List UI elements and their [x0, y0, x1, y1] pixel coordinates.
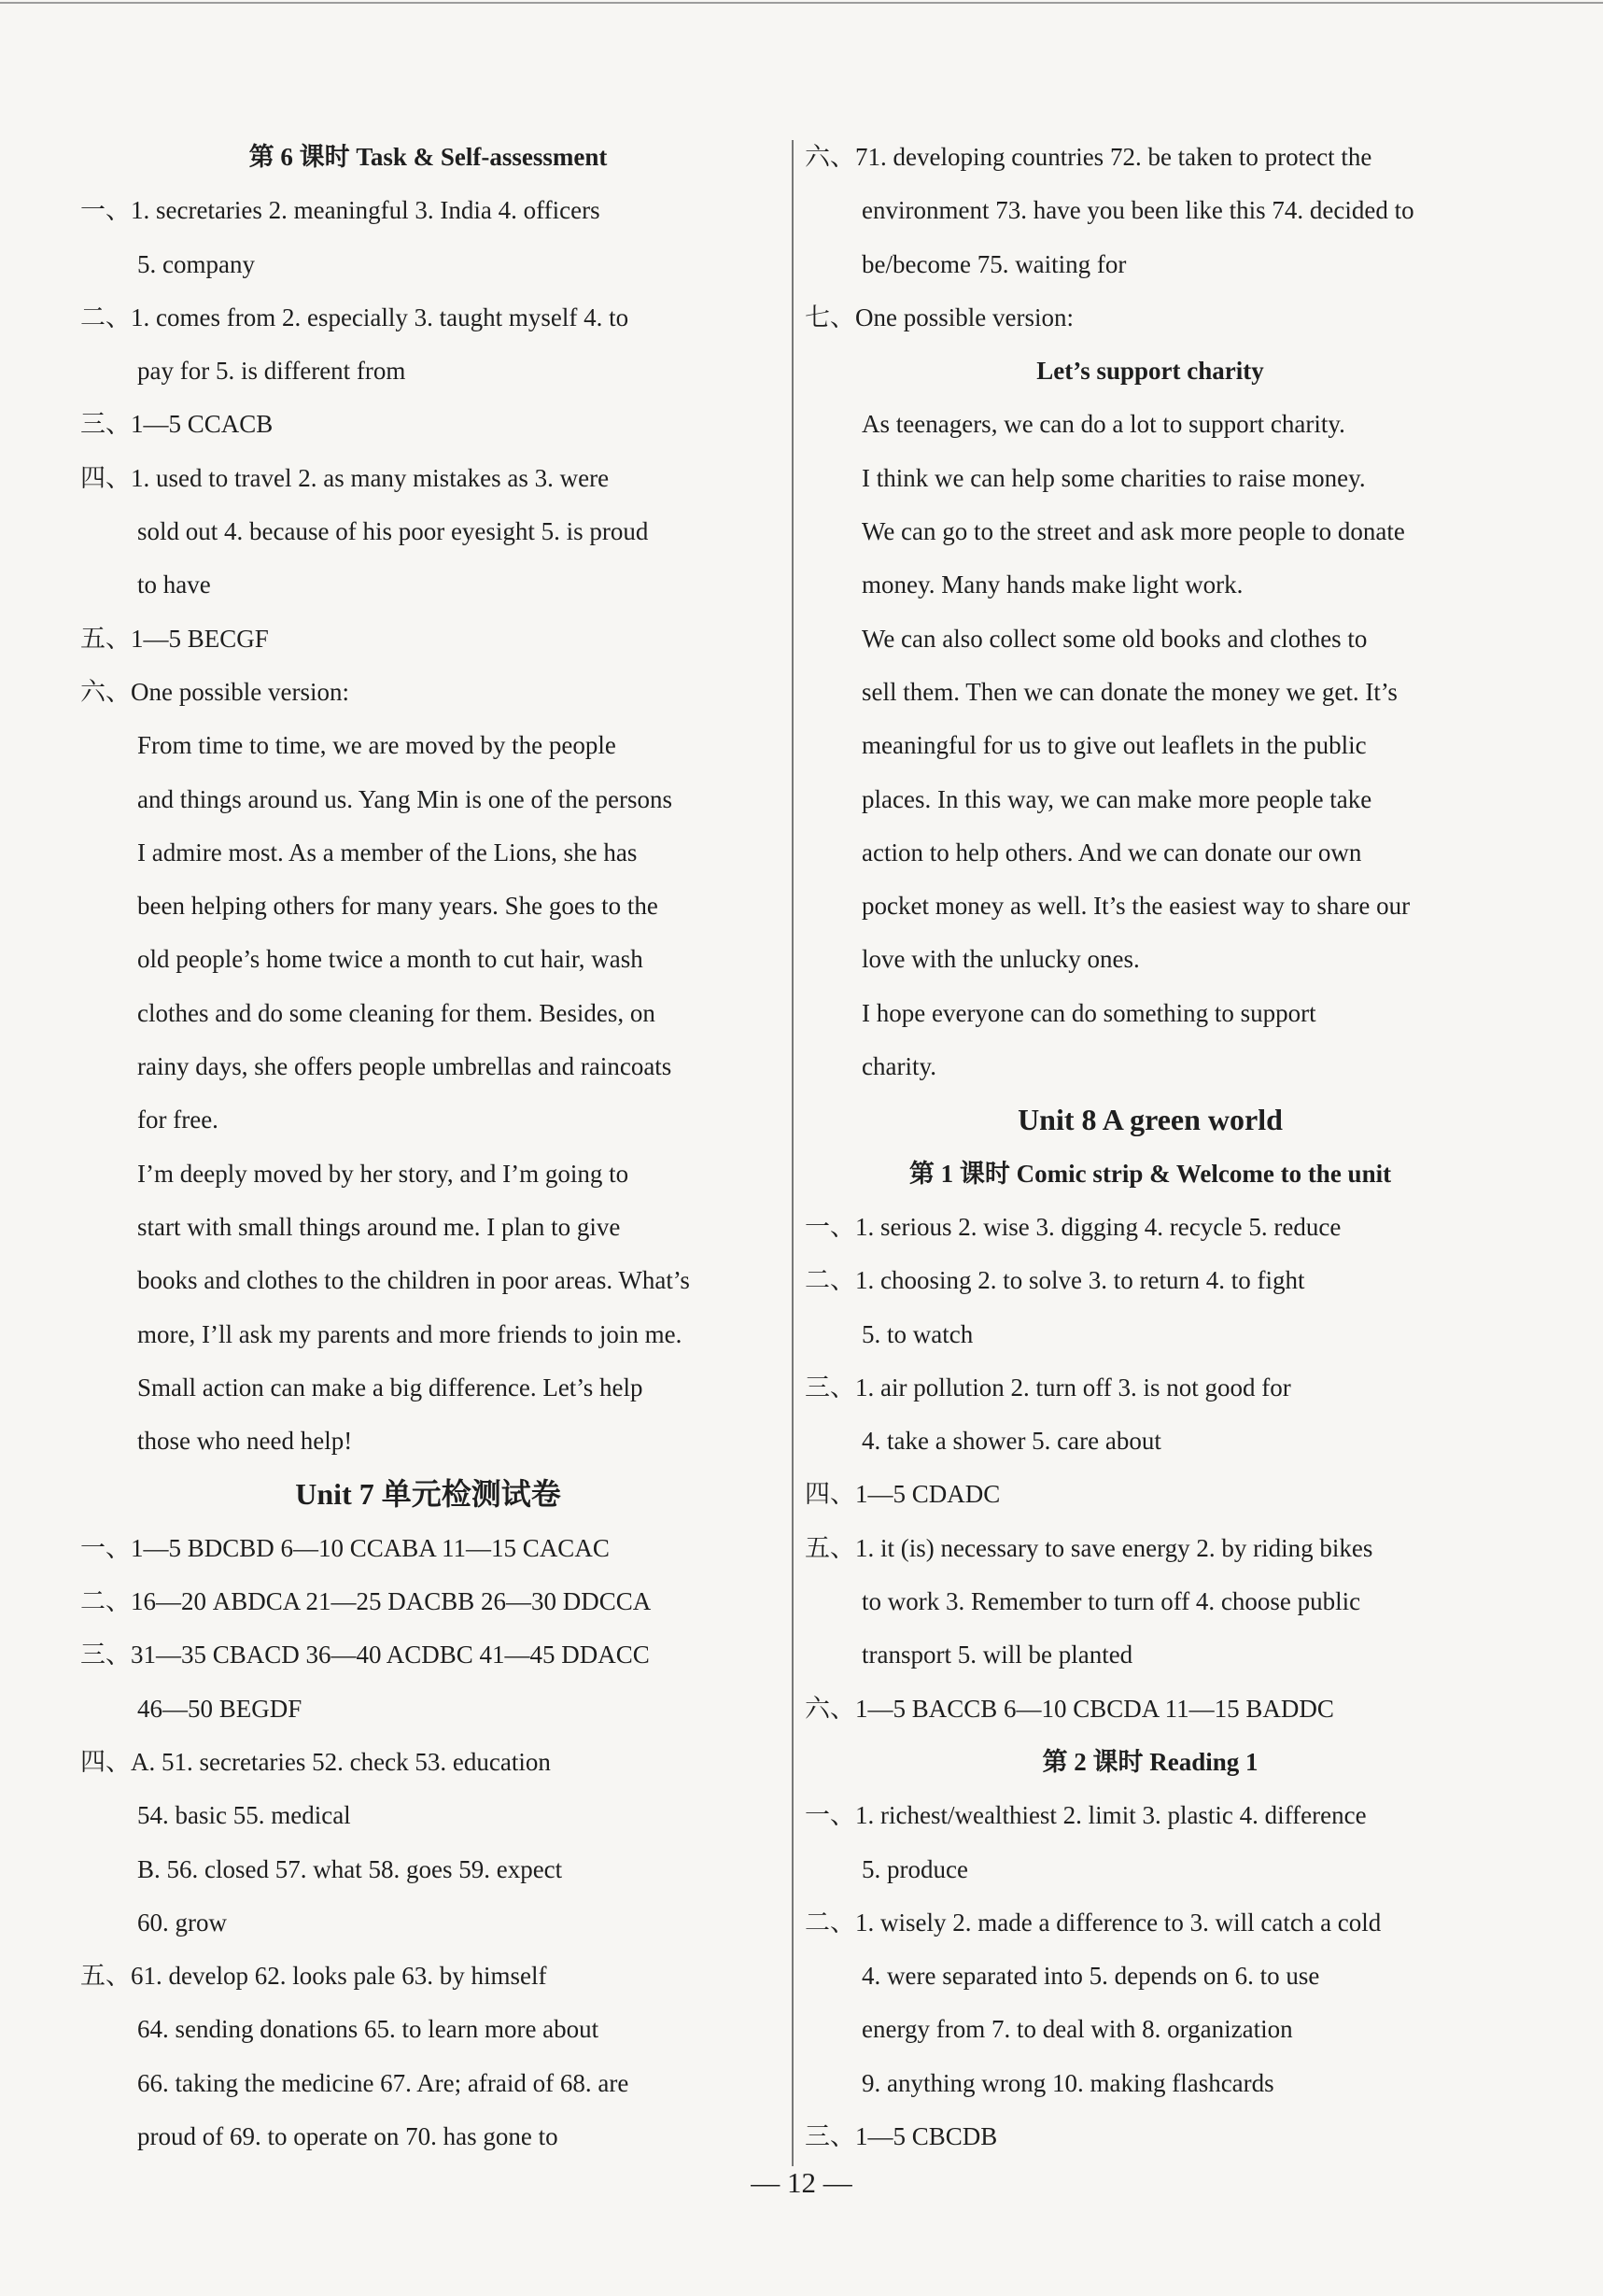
left-line: [80, 1950, 776, 2003]
line-text: clothes and do some cleaning for them. Besides, on: [137, 998, 655, 1027]
line-text: and things around us. Yang Min is one of the persons: [137, 784, 672, 813]
right-line: [805, 2110, 1496, 2163]
right-line: [805, 291, 1496, 345]
line-text: old people’s home twice a month to cut hair, wash: [137, 945, 643, 974]
line-text: pocket money as well. It’s the easiest way to share our: [862, 892, 1411, 921]
line-text: B. 56. closed 57. what 58. goes 59. expect: [137, 1854, 563, 1883]
left-line: [80, 1148, 776, 1201]
line-text: meaningful for us to give out leaflets in the public: [862, 731, 1367, 760]
top-border: [0, 2, 1603, 4]
left-line: [80, 826, 776, 880]
left-line: [80, 558, 776, 612]
left-line: [80, 613, 776, 666]
line-text: been helping others for many years. She goes to the: [137, 892, 658, 921]
line-text: 46—50 BEGDF: [137, 1694, 302, 1723]
line-text: 60. grow: [137, 1908, 227, 1937]
right-line: [805, 452, 1496, 505]
left-line: [80, 773, 776, 826]
line-text: transport 5. will be planted: [862, 1641, 1133, 1669]
left-line: [80, 345, 776, 398]
line-text: Let’s support charity: [1036, 357, 1264, 386]
right-line: [805, 2003, 1496, 2056]
line-text: energy from 7. to deal with 8. organization: [862, 2015, 1293, 2044]
left-line: [80, 238, 776, 291]
line-text: 三、31—35 CBACD 36—40 ACDBC 41—45 DDACC: [80, 1641, 650, 1669]
right-line: [805, 826, 1496, 880]
left-line: [80, 1628, 776, 1682]
right-line: [805, 1040, 1496, 1093]
line-text: 四、1—5 CDADC: [805, 1480, 1001, 1509]
line-text: 五、1. it (is) necessary to save energy 2. by riding bikes: [805, 1533, 1373, 1562]
line-text: 二、1. choosing 2. to solve 3. to return 4. to fight: [805, 1266, 1305, 1295]
right-line: [805, 666, 1496, 719]
right-line: [805, 719, 1496, 772]
left-line: [80, 291, 776, 345]
left-line: [80, 1254, 776, 1307]
left-line: [80, 2057, 776, 2110]
right-line: [805, 613, 1496, 666]
right-line: [805, 1468, 1496, 1521]
right-line: [805, 184, 1496, 237]
right-line: [805, 1361, 1496, 1415]
left-line: [80, 1683, 776, 1736]
right-column: [805, 131, 1496, 2163]
line-text: Unit 8 A green world: [1018, 1103, 1283, 1137]
right-line: [805, 1789, 1496, 1842]
right-line: [805, 1254, 1496, 1307]
line-text: 六、71. developing countries 72. be taken to protect the: [805, 143, 1372, 171]
line-text: I hope everyone can do something to support: [862, 998, 1316, 1027]
line-text: charity.: [862, 1052, 936, 1081]
line-text: action to help others. And we can donate our own: [862, 838, 1362, 866]
right-line: [805, 1575, 1496, 1628]
left-line: [80, 1789, 776, 1842]
right-line: [805, 505, 1496, 558]
line-text: environment 73. have you been like this 74. decided to: [862, 196, 1414, 225]
line-text: As teenagers, we can do a lot to support charity.: [862, 410, 1345, 439]
left-line: [80, 1093, 776, 1147]
line-text: 三、1—5 CBCDB: [805, 2121, 998, 2150]
line-text: I think we can help some charities to raise money.: [862, 463, 1366, 492]
right-line: [805, 1896, 1496, 1950]
line-text: 54. basic 55. medical: [137, 1801, 351, 1830]
right-line: [805, 345, 1496, 398]
right-line: [805, 238, 1496, 291]
right-line: [805, 1201, 1496, 1254]
line-text: 第 6 课时 Task & Self-assessment: [248, 143, 608, 171]
line-text: 四、1. used to travel 2. as many mistakes as 3. were: [80, 463, 610, 492]
left-line: [80, 880, 776, 933]
column-divider: [792, 140, 794, 2166]
right-line: [805, 1843, 1496, 1896]
right-line: [805, 2057, 1496, 2110]
line-text: books and clothes to the children in poor areas. What’s: [137, 1266, 690, 1295]
line-text: 二、1. comes from 2. especially 3. taught myself 4. to: [80, 303, 629, 331]
line-text: pay for 5. is different from: [137, 357, 406, 386]
line-text: to have: [137, 570, 211, 599]
right-line: [805, 773, 1496, 826]
line-text: 5. produce: [862, 1854, 968, 1883]
line-text: 六、One possible version:: [80, 677, 349, 706]
line-text: I’m deeply moved by her story, and I’m going to: [137, 1159, 629, 1188]
line-text: start with small things around me. I plan to give: [137, 1212, 621, 1241]
line-text: 第 2 课时 Reading 1: [1042, 1747, 1258, 1776]
line-text: sell them. Then we can donate the money we get. It’s: [862, 677, 1398, 706]
right-line: [805, 398, 1496, 451]
left-line: [80, 1415, 776, 1468]
line-text: places. In this way, we can make more people take: [862, 784, 1372, 813]
left-line: [80, 1468, 776, 1521]
line-text: We can go to the street and ask more people to donate: [862, 517, 1405, 546]
line-text: 五、61. develop 62. looks pale 63. by himself: [80, 1962, 547, 1991]
line-text: 9. anything wrong 10. making flashcards: [862, 2068, 1274, 2097]
left-column: [80, 131, 776, 2163]
line-text: 二、16—20 ABDCA 21—25 DACBB 26—30 DDCCA: [80, 1587, 652, 1616]
line-text: love with the unlucky ones.: [862, 945, 1140, 974]
right-line: [805, 1628, 1496, 1682]
right-line: [805, 1522, 1496, 1575]
right-line: [805, 1736, 1496, 1789]
line-text: money. Many hands make light work.: [862, 570, 1244, 599]
left-line: [80, 452, 776, 505]
line-text: 4. were separated into 5. depends on 6. to use: [862, 1962, 1320, 1991]
line-text: Unit 7 单元检测试卷: [295, 1477, 561, 1512]
line-text: 一、1. secretaries 2. meaningful 3. India 4. officers: [80, 196, 600, 225]
line-text: those who need help!: [137, 1427, 353, 1456]
line-text: 一、1. richest/wealthiest 2. limit 3. plastic 4. difference: [805, 1801, 1367, 1830]
line-text: be/become 75. waiting for: [862, 249, 1127, 278]
line-text: 5. to watch: [862, 1319, 974, 1348]
line-text: for free.: [137, 1106, 218, 1134]
left-line: [80, 1843, 776, 1896]
line-text: proud of 69. to operate on 70. has gone to: [137, 2121, 558, 2150]
left-line: [80, 131, 776, 184]
left-line: [80, 398, 776, 451]
line-text: 64. sending donations 65. to learn more about: [137, 2015, 599, 2044]
line-text: I admire most. As a member of the Lions, she has: [137, 838, 638, 866]
left-line: [80, 184, 776, 237]
line-text: sold out 4. because of his poor eyesight 5. is proud: [137, 517, 649, 546]
left-line: [80, 1040, 776, 1093]
left-line: [80, 1575, 776, 1628]
line-text: We can also collect some old books and clothes to: [862, 624, 1368, 653]
line-text: 七、One possible version:: [805, 303, 1074, 331]
line-text: rainy days, she offers people umbrellas and raincoats: [137, 1052, 672, 1081]
right-line: [805, 1950, 1496, 2003]
line-text: to work 3. Remember to turn off 4. choose public: [862, 1587, 1361, 1616]
left-line: [80, 1522, 776, 1575]
line-text: 一、1. serious 2. wise 3. digging 4. recycle 5. reduce: [805, 1212, 1342, 1241]
left-line: [80, 933, 776, 986]
line-text: more, I’ll ask my parents and more friends to join me.: [137, 1319, 682, 1348]
line-text: From time to time, we are moved by the people: [137, 731, 616, 760]
line-text: 三、1—5 CCACB: [80, 410, 274, 439]
right-line: [805, 933, 1496, 986]
line-text: 五、1—5 BECGF: [80, 624, 269, 653]
line-text: 六、1—5 BACCB 6—10 CBCDA 11—15 BADDC: [805, 1694, 1334, 1723]
left-line: [80, 505, 776, 558]
right-line: [805, 1683, 1496, 1736]
right-line: [805, 880, 1496, 933]
left-line: [80, 2003, 776, 2056]
line-text: 四、A. 51. secretaries 52. check 53. education: [80, 1747, 551, 1776]
line-text: 二、1. wisely 2. made a difference to 3. will catch a cold: [805, 1908, 1382, 1937]
right-line: [805, 131, 1496, 184]
left-line: [80, 1361, 776, 1415]
line-text: 一、1—5 BDCBD 6—10 CCABA 11—15 CACAC: [80, 1533, 610, 1562]
left-line: [80, 666, 776, 719]
line-text: 三、1. air pollution 2. turn off 3. is not good for: [805, 1373, 1291, 1402]
left-line: [80, 1201, 776, 1254]
left-line: [80, 2110, 776, 2163]
line-text: Small action can make a big difference. Let’s help: [137, 1373, 643, 1402]
line-text: 66. taking the medicine 67. Are; afraid of 68. are: [137, 2068, 629, 2097]
left-line: [80, 1308, 776, 1361]
right-line: [805, 558, 1496, 612]
left-line: [80, 719, 776, 772]
line-text: 第 1 课时 Comic strip & Welcome to the unit: [908, 1159, 1392, 1188]
page-number: — 12 —: [751, 2166, 852, 2199]
left-line: [80, 1736, 776, 1789]
line-text: 4. take a shower 5. care about: [862, 1427, 1161, 1456]
right-line: [805, 1308, 1496, 1361]
right-line: [805, 1093, 1496, 1147]
right-line: [805, 1148, 1496, 1201]
left-line: [80, 987, 776, 1040]
line-text: 5. company: [137, 249, 255, 278]
right-line: [805, 987, 1496, 1040]
left-line: [80, 1896, 776, 1950]
right-line: [805, 1415, 1496, 1468]
